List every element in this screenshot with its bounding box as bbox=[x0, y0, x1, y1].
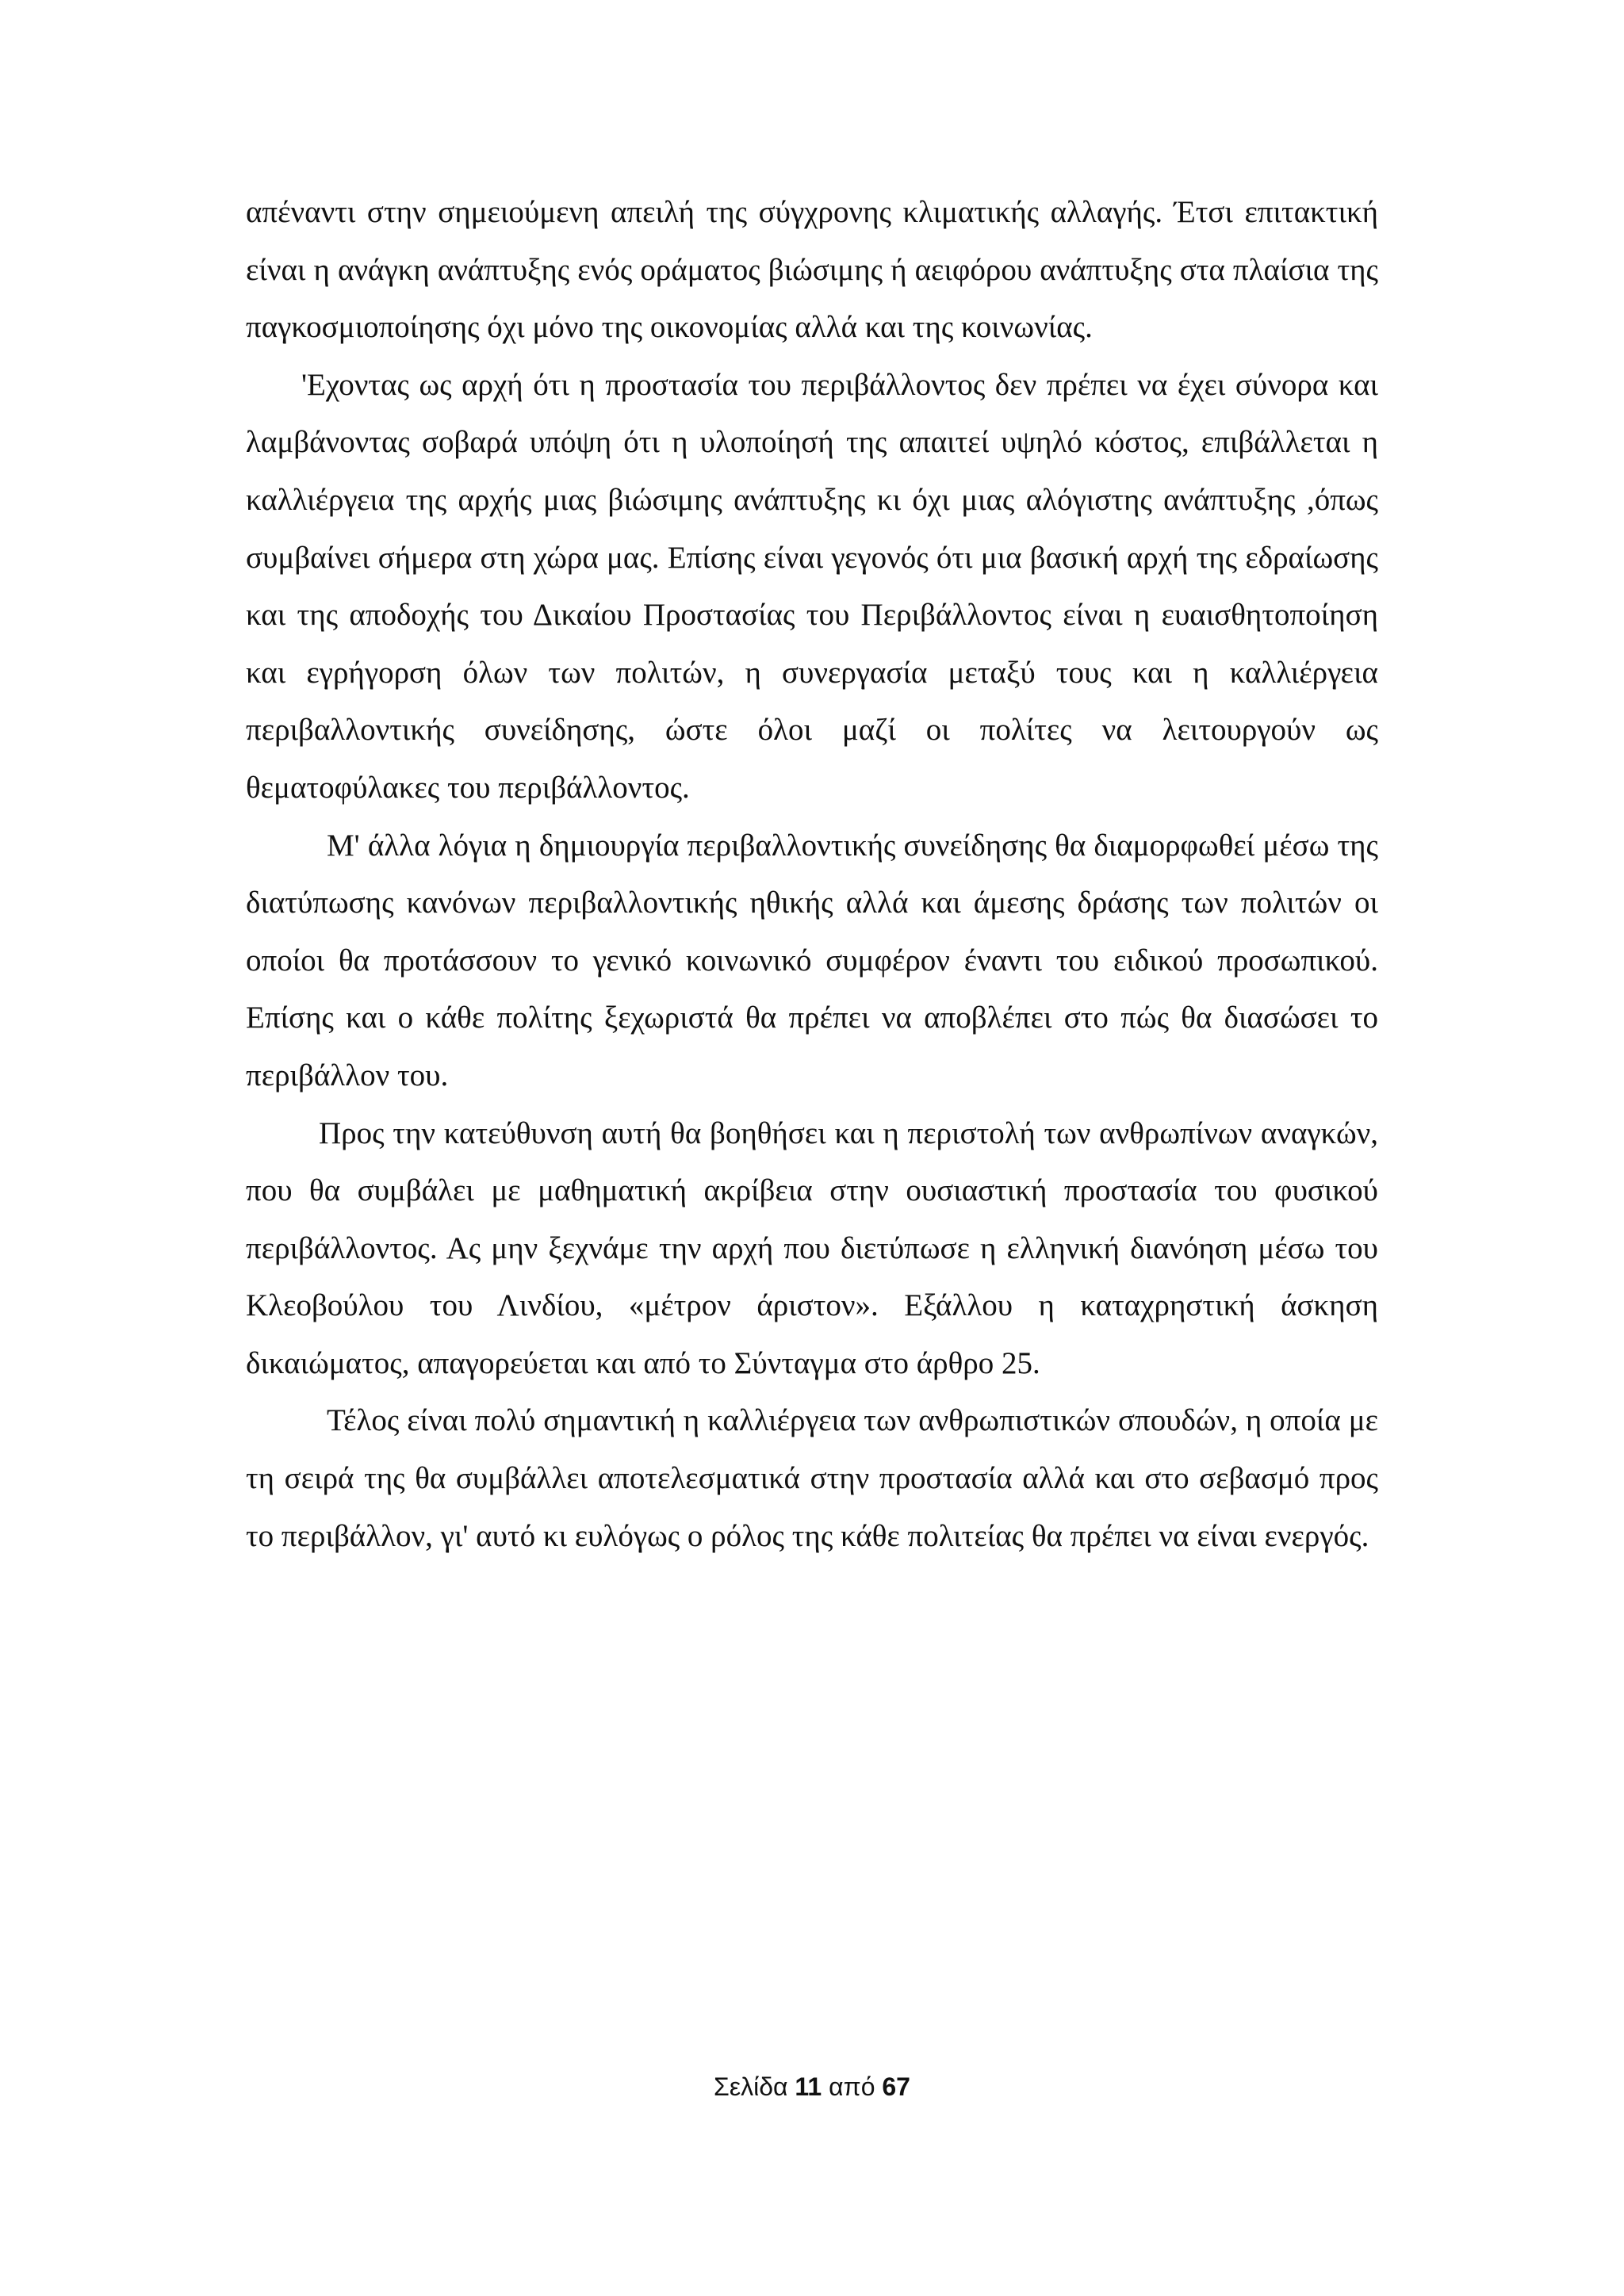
paragraph-1: απέναντι στην σημειούμενη απειλή της σύγχρονης κλιματικής αλλαγής. Έτσι επιτακτική είναι η ανάγκη ανάπτυξης ενός οράματος βιώσιμης ή αειφόρου ανάπτυξης στα πλαίσια της παγκοσμιοποίησης όχι μόνο της οικονομίας αλλά και της κοινωνίας. bbox=[246, 195, 1378, 345]
paragraph-5: Τέλος είναι πολύ σημαντική η καλλιέργεια των ανθρωπιστικών σπουδών, η οποία με τη σειρά της θα συμβάλλει αποτελεσματικά στην προστασία αλλά και στο σεβασμό προς το περιβάλλον, γι' αυτό κι ευλόγως ο ρόλος της κάθε πολιτείας θα πρέπει να είναι ενεργός. bbox=[246, 1403, 1378, 1553]
footer-separator: από bbox=[822, 2072, 883, 2101]
current-page-number: 11 bbox=[795, 2072, 822, 2101]
body-text bbox=[246, 184, 1378, 1565]
paragraph-3: Μ' άλλα λόγια η δημιουργία περιβαλλοντικής συνείδησης θα διαμορφωθεί μέσω της διατύπωσης κανόνων περιβαλλοντικής ηθικής αλλά και άμεσης δράσης των πολιτών οι οποίοι θα προτάσσουν το γενικό κοινωνικό συμφέρον έναντι του ειδικού προσωπικού. Επίσης και ο κάθε πολίτης ξεχωριστά θα πρέπει να αποβλέπει στο πώς θα διασώσει το περιβάλλον του. bbox=[246, 828, 1378, 1093]
paragraph-4: Προς την κατεύθυνση αυτή θα βοηθήσει και η περιστολή των ανθρωπίνων αναγκών, που θα συμβάλει με μαθηματική ακρίβεια στην ουσιαστική προστασία του φυσικού περιβάλλοντος. Ας μην ξεχνάμε την αρχή που διετύπωσε η ελληνική διανόηση μέσω του Κλεοβούλου του Λινδίου, «μέτρον άριστον». Εξάλλου η καταχρηστική άσκηση δικαιώματος, απαγορεύεται και από το Σύνταγμα στο άρθρο 25. bbox=[246, 1115, 1378, 1380]
paragraph-2: 'Εχοντας ως αρχή ότι η προστασία του περιβάλλοντος δεν πρέπει να έχει σύνορα και λαμβάνοντας σοβαρά υπόψη ότι η υλοποίησή της απαιτεί υψηλό κόστος, επιβάλλεται η καλλιέργεια της αρχής μιας βιώσιμης ανάπτυξης κι όχι μιας αλόγιστης ανάπτυξης ,όπως συμβαίνει σήμερα στη χώρα μας. Επίσης είναι γεγονός ότι μια βασική αρχή της εδραίωσης και της αποδοχής του Δικαίου Προστασίας του Περιβάλλοντος είναι η ευαισθητοποίηση και εγρήγορση όλων των πολιτών, η συνεργασία μεταξύ τους και η καλλιέργεια περιβαλλοντικής συνείδησης, ώστε όλοι μαζί οι πολίτες να λειτουργούν ως θεματοφύλακες του περιβάλλοντος. bbox=[246, 367, 1378, 805]
footer-prefix: Σελίδα bbox=[714, 2072, 795, 2101]
page-footer bbox=[0, 2072, 1624, 2102]
total-page-count: 67 bbox=[882, 2072, 910, 2101]
